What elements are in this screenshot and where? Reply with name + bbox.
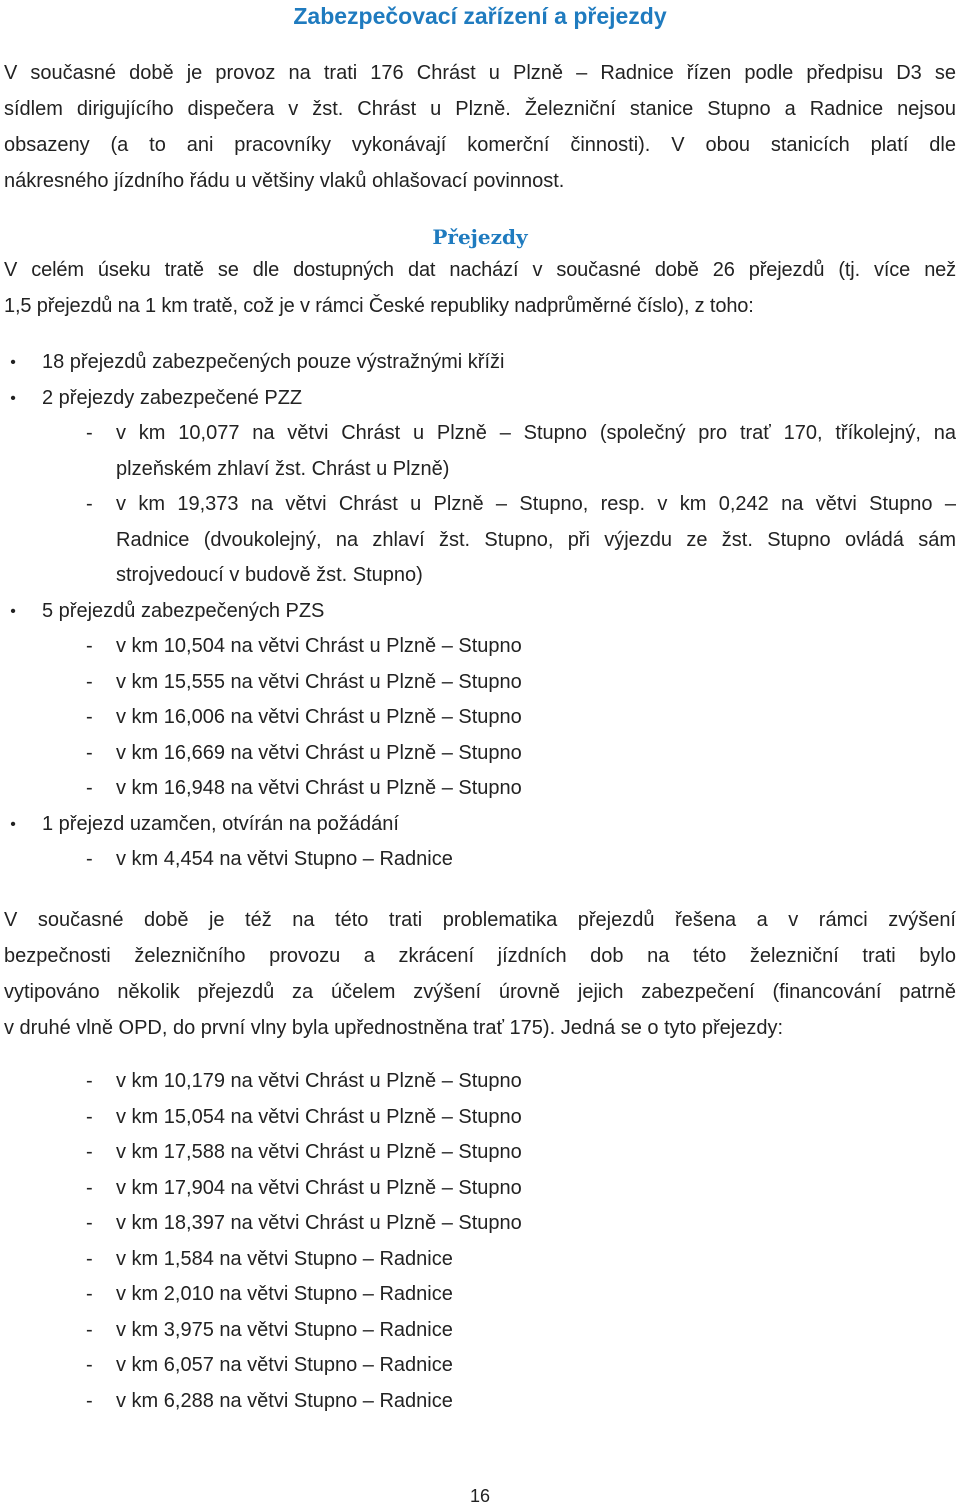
paragraph-line: bezpečnosti železničního provozu a zkrácení jízdních dob na této železniční trati bylo <box>4 945 956 967</box>
sub-item-text: v km 4,454 na větvi Stupno – Radnice <box>116 848 453 870</box>
paragraph-line: v druhé vlně OPD, do první vlny byla upřednostněna trať 175). Jedná se o tyto přejezdy: <box>4 1017 784 1039</box>
sub-item-text: v km 15,054 na větvi Chrást u Plzně – Stupno <box>116 1105 522 1128</box>
dash-marker: - <box>86 706 93 728</box>
dash-marker: - <box>86 635 93 657</box>
sub-list-item <box>0 1313 960 1349</box>
sub-list-item <box>0 487 960 523</box>
dash-marker: - <box>86 1141 93 1163</box>
sub-list-item <box>0 700 960 736</box>
paragraph-line: V celém úseku tratě se dle dostupných dat nachází v současné době 26 přejezdů (tj. více než <box>4 259 956 281</box>
sub-list-item <box>0 629 960 665</box>
bullet-icon: • <box>10 389 16 407</box>
sub-item-text: v km 17,588 na větvi Chrást u Plzně – Stupno <box>116 1141 522 1163</box>
problem-paragraph <box>4 902 956 1046</box>
dash-marker: - <box>86 741 93 764</box>
crossing-groups-list <box>0 345 960 878</box>
paragraph-line: V současné době je provoz na trati 176 Chrást u Plzně – Radnice řízen podle předpisu D3 se <box>4 62 956 84</box>
dash-marker: - <box>86 1176 93 1199</box>
sub-list-item <box>0 1171 960 1207</box>
bullet-text: 2 přejezdy zabezpečené PZZ <box>42 386 303 409</box>
dash-marker: - <box>86 1389 93 1412</box>
bullet-text: 18 přejezdů zabezpečených pouze výstražnými kříži <box>42 351 505 373</box>
section-heading-crossings: Přejezdy <box>432 225 528 249</box>
crossings-intro-paragraph <box>4 252 956 324</box>
paragraph-line: 1,5 přejezdů na 1 km tratě, což je v rámci České republiky nadprůměrné číslo), z toho: <box>4 295 754 317</box>
dash-marker: - <box>86 422 93 444</box>
paragraph-line: nákresného jízdního řádu u většiny vlaků ohlašovací povinnost. <box>4 170 565 192</box>
sub-item-text: v km 10,077 na větvi Chrást u Plzně – Stupno (společný pro trať 170, tříkolejný, na <box>116 422 956 444</box>
bullet-icon: • <box>10 815 16 833</box>
sub-list-item <box>0 665 960 701</box>
sub-item-text: plzeňském zhlaví žst. Chrást u Plzně) <box>116 457 450 480</box>
sub-item-text: v km 19,373 na větvi Chrást u Plzně – Stupno, resp. v km 0,242 na větvi Stupno – <box>116 493 956 515</box>
dash-marker: - <box>86 493 93 515</box>
sub-list-item <box>0 736 960 772</box>
sub-list-item <box>0 1100 960 1136</box>
page-title: Zabezpečovací zařízení a přejezdy <box>293 3 667 29</box>
paragraph-line: vytipováno několik přejezdů za účelem zvýšení úrovně jejich zabezpečení (financování patrně <box>4 981 956 1003</box>
sub-list-item-continuation <box>0 558 960 594</box>
sub-item-text: v km 1,584 na větvi Stupno – Radnice <box>116 1247 453 1270</box>
sub-item-text: v km 10,504 na větvi Chrást u Plzně – Stupno <box>116 635 522 657</box>
upgrade-crossings-list <box>0 1064 960 1419</box>
dash-marker: - <box>86 670 93 693</box>
sub-list-item <box>0 1348 960 1384</box>
sub-list-item-continuation <box>0 523 960 559</box>
sub-item-text: v km 6,057 na větvi Stupno – Radnice <box>116 1354 453 1376</box>
dash-marker: - <box>86 848 93 870</box>
list-item <box>0 594 960 630</box>
sub-list-item <box>0 1384 960 1420</box>
sub-item-text: Radnice (dvoukolejný, na zhlaví žst. Stupno, při výjezdu ze žst. Stupno ovládá sám <box>116 528 956 551</box>
sub-list-item-continuation <box>0 452 960 488</box>
paragraph-line: sídlem dirigujícího dispečera v žst. Chrást u Plzně. Železniční stanice Stupno a Radnice nejsou <box>4 98 956 120</box>
intro-paragraph <box>4 55 956 199</box>
bullet-text: 5 přejezdů zabezpečených PZS <box>42 599 325 622</box>
sub-list-item <box>0 1206 960 1242</box>
dash-marker: - <box>86 1318 93 1341</box>
bullet-text: 1 přejezd uzamčen, otvírán na požádání <box>42 812 399 835</box>
sub-item-text: v km 16,006 na větvi Chrást u Plzně – Stupno <box>116 706 522 728</box>
bullet-icon: • <box>10 354 16 371</box>
sub-list-item <box>0 1277 960 1313</box>
sub-item-text: v km 16,948 na větvi Chrást u Plzně – Stupno <box>116 777 522 799</box>
sub-list-item <box>0 1064 960 1100</box>
sub-item-text: v km 17,904 na větvi Chrást u Plzně – Stupno <box>116 1176 522 1199</box>
dash-marker: - <box>86 777 93 799</box>
sub-item-text: v km 18,397 na větvi Chrást u Plzně – Stupno <box>116 1212 522 1234</box>
sub-item-text: v km 16,669 na větvi Chrást u Plzně – Stupno <box>116 741 522 764</box>
dash-marker: - <box>86 1212 93 1234</box>
paragraph-line: obsazeny (a to ani pracovníky vykonávají komerční činnosti). V obou stanicích platí dle <box>4 134 956 156</box>
sub-list-item <box>0 416 960 452</box>
sub-list-item <box>0 1242 960 1278</box>
dash-marker: - <box>86 1283 93 1305</box>
sub-item-text: v km 15,555 na větvi Chrást u Plzně – Stupno <box>116 670 522 693</box>
page-number: 16 <box>469 1486 491 1506</box>
paragraph-line: V současné době je též na této trati problematika přejezdů řešena a v rámci zvýšení <box>4 909 956 931</box>
dash-marker: - <box>86 1105 93 1128</box>
list-item <box>0 345 960 381</box>
bullet-icon: • <box>10 602 16 620</box>
dash-marker: - <box>86 1354 93 1376</box>
sub-list-item <box>0 771 960 807</box>
list-item <box>0 381 960 417</box>
sub-item-text: v km 10,179 na větvi Chrást u Plzně – Stupno <box>116 1070 522 1092</box>
sub-item-text: strojvedoucí v budově žst. Stupno) <box>116 564 423 586</box>
sub-item-text: v km 3,975 na větvi Stupno – Radnice <box>116 1318 453 1341</box>
list-item <box>0 807 960 843</box>
sub-list-item <box>0 842 960 878</box>
sub-item-text: v km 6,288 na větvi Stupno – Radnice <box>116 1389 453 1412</box>
sub-item-text: v km 2,010 na větvi Stupno – Radnice <box>116 1283 453 1305</box>
sub-list-item <box>0 1135 960 1171</box>
dash-marker: - <box>86 1247 93 1270</box>
dash-marker: - <box>86 1070 93 1092</box>
